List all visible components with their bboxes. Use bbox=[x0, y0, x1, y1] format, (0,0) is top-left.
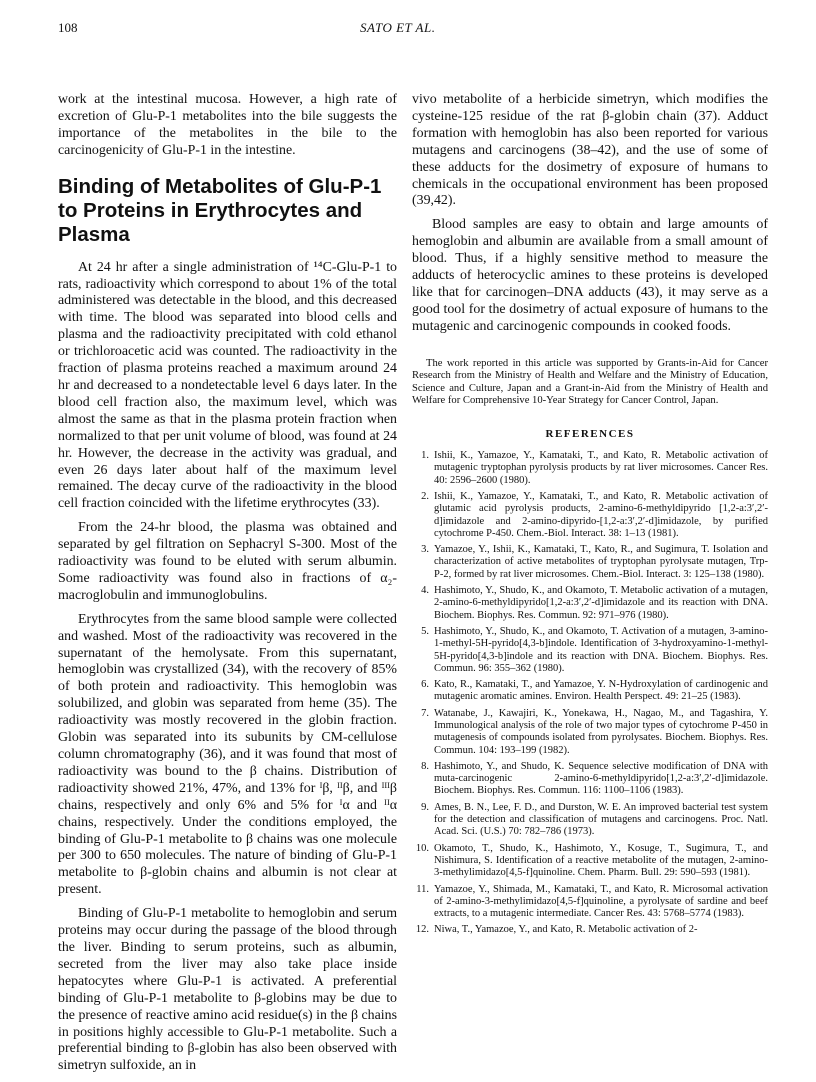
reference-item bbox=[412, 450, 768, 487]
reference-item bbox=[412, 843, 768, 880]
body-paragraph: At 24 hr after a single administration of ¹⁴C-Glu-P-1 to rats, radioactivity which correspond to about 1% of the total administered was detectable in the blood, and this decreased with time. The blood was separated into blood cells and plasma and the radioactivity precipitated with cold ethanol or trichloroacetic acid was counted. The radioactivity in the fraction of plasma proteins reached a maximum around 24 hr and decreased to a nondetectable level 6 days later. In the blood cell fraction also, the maximum level, which was almost the same as that in the plasma protein fraction when normalized to that per unit volume of blood, was found at 24 hr. However, the decrease in the activity was gradual, and even 26 days later about half of the maximum level remained. The decay curve of the radioactivity in the blood cell fraction coincided with the lifetime erythrocytes (33). bbox=[58, 259, 397, 512]
reference-item bbox=[412, 544, 768, 581]
reference-text: Ames, B. N., Lee, F. D., and Durston, W. E. An improved bacterial test system for the detection and classification of mutagens and carcinogens. Proc. Natl. Acad. Sci. (U.S.) 70: 782–786 (1973). bbox=[434, 801, 768, 838]
reference-text: Ishii, K., Yamazoe, Y., Kamataki, T., and Kato, R. Metabolic activation of glutamic acid pyrolysis products, 2-amino-6-methyldipyrido [1,2-a:3′,2′-d]imidazole and 2-amino-dipyrido-[1,2-a:3′,2′-d]imidazole, by purified cytochrome P-450. Chem.-Biol. Interact. 38: 1–13 (1981). bbox=[434, 490, 768, 539]
reference-text: Hashimoto, Y., and Shudo, K. Sequence selective modification of DNA with muta-carcinogenic 2-amino-6-methyldipyrido[1,2-a:3′,2′-d]imidazole. Biochem. Biophys. Res. Commun. 116: 1100–1106 (1983). bbox=[434, 760, 768, 797]
reference-number: 4. bbox=[421, 585, 429, 597]
reference-item bbox=[412, 491, 768, 540]
reference-text: Yamazoe, Y., Shimada, M., Kamataki, T., and Kato, R. Microsomal activation of 2-amino-3-methylimidazo[4,5-f]quinoline, a pyrolysate of sardine and beef extracts, to a mutagenic intermediate. Cancer Res. 43: 5768–5774 (1983). bbox=[434, 883, 768, 920]
reference-number: 3. bbox=[421, 544, 429, 556]
reference-text: Okamoto, T., Shudo, K., Hashimoto, Y., Kosuge, T., Sugimura, T., and Nishimura, S. Identification of a reactive metabolite of the mutagen, 2-amino-3-methylimidazo[4,5-f]quinoline. Chem. Pharm. Bull. 29: 590–593 (1981). bbox=[434, 842, 768, 879]
reference-text: Kato, R., Kamataki, T., and Yamazoe, Y. N-Hydroxylation of cardinogenic and mutagenic aromatic amines. Environ. Health Perspect. 49: 21–25 (1983). bbox=[434, 679, 768, 703]
reference-number: 8. bbox=[421, 760, 429, 772]
reference-item bbox=[412, 924, 768, 936]
reference-item bbox=[412, 585, 768, 622]
reference-text: Watanabe, J., Kawajiri, K., Yonekawa, H., Nagao, M., and Tagashira, Y. Immunological analysis of the role of two major types of cytochrome P-450 in mutagenesis of compounds isolated from pyrolysates. Biochem. Biophys. Res. Commun. 104: 193–199 (1982). bbox=[434, 707, 768, 756]
left-column bbox=[58, 92, 397, 1082]
page-header bbox=[58, 20, 766, 40]
running-head: SATO ET AL. bbox=[360, 20, 436, 35]
reference-number: 12. bbox=[415, 924, 429, 936]
reference-number: 1. bbox=[421, 450, 429, 462]
intro-paragraph: work at the intestinal mucosa. However, a high rate of excretion of Glu-P-1 metabolites into the bile suggests the importance of the metabolites in the bile to the carcinogenicity of Glu-P-1 in the intestine. bbox=[58, 92, 397, 158]
reference-number: 2. bbox=[421, 490, 429, 502]
body-paragraph: Erythrocytes from the same blood sample were collected and washed. Most of the radioactivity was recovered in the supernatant of the hemolysate. From this supernatant, hemoglobin was crystallized (34), with the recovery of 85% of both protein and radioactivity. This hemoglobin was solubilized, and globin was separated from heme (35). The radioactivity was mostly recovered in the globin fraction. Globin was separated into its subunits by CM-cellulose column chromatography (36), and it was found that most of radioactivity was bound to the β chains. Distribution of radioactivity showed 21%, 47%, and 13% for ᴵβ, ᴵᴵβ, and ᴵᴵᴵβ chains, respectively and only 6% and 5% for ᴵα and ᴵᴵα chains, respectively. Under the conditions employed, the binding of Glu-P-1 metabolite to β chains was one molecule per 300 to 650 molecules. The nature of binding of Glu-P-1 metabolite to β-globin chains and albumin is not clear at present. bbox=[58, 611, 397, 898]
reference-text: Ishii, K., Yamazoe, Y., Kamataki, T., and Kato, R. Metabolic activation of mutagenic tryptophan pyrolysis products by rat liver microsomes. Cancer Res. 40: 2596–2600 (1980). bbox=[434, 450, 768, 486]
reference-number: 5. bbox=[421, 625, 429, 637]
reference-text: Niwa, T., Yamazoe, Y., and Kato, R. Metabolic activation of 2- bbox=[434, 924, 698, 936]
reference-item bbox=[412, 708, 768, 757]
reference-text: Hashimoto, Y., Shudo, K., and Okamoto, T. Activation of a mutagen, 3-amino-1-methyl-5H-pyrido[4,3-b]indole. Identification of 3-hydroxyamino-1-methyl-5H-pyrido[4,3-b]indole and its reaction with DNA. Biochem. Biophys. Res. Commun. 96: 355–362 (1980). bbox=[434, 625, 768, 674]
reference-number: 7. bbox=[421, 707, 429, 719]
right-column bbox=[412, 92, 768, 941]
reference-number: 6. bbox=[421, 679, 429, 691]
body-paragraph: Blood samples are easy to obtain and large amounts of hemoglobin and albumin are available from a small amount of blood. Thus, if a highly sensitive method to measure the adducts of heterocyclic amines to these proteins is developed like that for carcinogen–DNA adducts (43), it may serve as a good tool for the dosimetry of actual exposure of humans to the mutagenic and carcinogenic compounds in cooked foods. bbox=[412, 217, 768, 334]
page-number: 108 bbox=[58, 20, 78, 35]
body-paragraph: Binding of Glu-P-1 metabolite to hemoglobin and serum proteins may occur during the passage of the blood through the liver. Binding to serum proteins, such as albumin, secreted from the liver may also take place inside hepatocytes where Glu-P-1 is activated. A preferential binding of Glu-P-1 metabolite to β-globins may be due to the presence of reactive amino acid residue(s) in the β chains in positions highly accessible to Glu-P-1 metabolite. Such a preferential binding to β-globin has also been observed with simetryn sulfoxide, an in bbox=[58, 906, 397, 1074]
body-paragraph: vivo metabolite of a herbicide simetryn, which modifies the cysteine-125 residue of the rat β-globin chain (37). Adduct formation with hemoglobin has also been reported for various mutagens and carcinogens (38–42), and the use of some of these adducts for the dosimetry of exposure of humans to chemicals in the occupational environment has been proposed (39,42). bbox=[412, 92, 768, 209]
reference-item bbox=[412, 679, 768, 704]
reference-item bbox=[412, 626, 768, 675]
reference-number: 10. bbox=[415, 842, 429, 854]
section-heading: Binding of Metabolites of Glu-P-1 to Proteins in Erythrocytes and Plasma bbox=[58, 174, 382, 246]
references-title: REFERENCES bbox=[545, 428, 635, 441]
reference-text: Yamazoe, Y., Ishii, K., Kamataki, T., Kato, R., and Sugimura, T. Isolation and characterization of active metabolites of tryptophan pyrolysate mutagen, Trp-P-2, formed by rat liver microsomes. Chem.-Biol. Interact. 3: 125–138 (1980). bbox=[434, 544, 768, 580]
reference-item bbox=[412, 884, 768, 921]
reference-number: 11. bbox=[416, 883, 429, 895]
reference-list bbox=[412, 450, 768, 937]
reference-number: 9. bbox=[421, 801, 429, 813]
reference-item bbox=[412, 761, 768, 798]
reference-item bbox=[412, 802, 768, 839]
reference-text: Hashimoto, Y., Shudo, K., and Okamoto, T. Metabolic activation of a mutagen, 2-amino-6-methyldipyrido[1,2-a:3′,2′-d]imidazole and its reaction with DNA. Biochem. Biophys. Res. Commun. 92: 971–976 (1980). bbox=[434, 585, 768, 621]
acknowledgment: The work reported in this article was supported by Grants-in-Aid for Cancer Research from the Ministry of Health and Welfare and the Ministry of Education, Science and Culture, Japan and a Grant-in-Aid from the Ministry of Health and Welfare for Comprehensive 10-Year Strategy for Cancer Control, Japan. bbox=[412, 357, 768, 407]
body-paragraph: From the 24-hr blood, the plasma was obtained and separated by gel filtration on Sephacryl S-300. Most of the radioactivity was found to be eluted with serum albumin. Some radioactivity was found also in fractions of α₂-macroglobulin and immunoglobulins. bbox=[58, 520, 397, 603]
